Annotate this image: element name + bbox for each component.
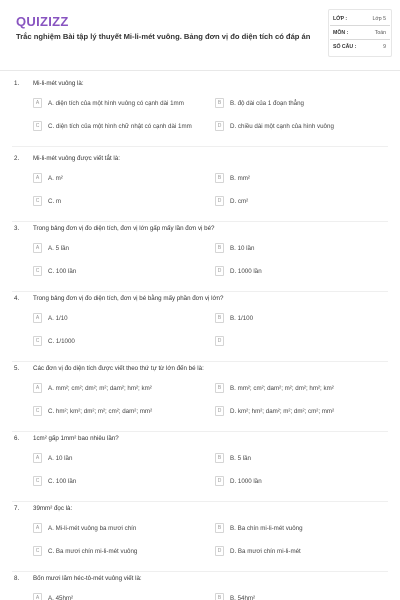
option-letter: A bbox=[33, 98, 42, 108]
option-text: B. 1/100 bbox=[230, 315, 254, 322]
question-4 bbox=[0, 295, 400, 357]
meta-row-subject bbox=[330, 26, 390, 40]
question-text: Bốn mươi lăm héc-tô-mét vuông viết là: bbox=[33, 575, 142, 582]
meta-label: MÔN : bbox=[333, 30, 349, 36]
question-number: 5. bbox=[14, 365, 20, 372]
option-text: C. 100 lần bbox=[48, 268, 77, 275]
option-text: C. 1/1000 bbox=[48, 338, 75, 345]
option-text: B. 54hm² bbox=[230, 595, 256, 600]
option-b[interactable] bbox=[215, 452, 385, 466]
option-text: C. Ba mươi chín mi-li-mét vuông bbox=[48, 548, 138, 555]
option-letter: C bbox=[33, 476, 42, 486]
option-a[interactable] bbox=[33, 312, 203, 326]
option-text: B. 5 lần bbox=[230, 455, 251, 462]
question-5 bbox=[0, 365, 400, 427]
question-7 bbox=[0, 505, 400, 567]
question-text: Trong bảng đơn vị đo diện tích, đơn vị lớn gấp mấy lần đơn vị bé? bbox=[33, 225, 215, 232]
question-text: 39mm² đọc là: bbox=[33, 505, 73, 512]
question-number: 3. bbox=[14, 225, 20, 232]
option-letter: D bbox=[215, 121, 224, 131]
option-letter: A bbox=[33, 453, 42, 463]
question-separator bbox=[12, 431, 388, 432]
question-number: 7. bbox=[14, 505, 20, 512]
option-text: B. mm² bbox=[230, 175, 250, 182]
option-letter: C bbox=[33, 336, 42, 346]
option-text: D. 1000 lần bbox=[230, 268, 262, 275]
option-text: D. 1000 lần bbox=[230, 478, 262, 485]
option-letter: B bbox=[215, 98, 224, 108]
question-number: 2. bbox=[14, 155, 20, 162]
option-letter: A bbox=[33, 313, 42, 323]
question-2 bbox=[0, 155, 400, 217]
option-letter: B bbox=[215, 453, 224, 463]
quizizz-logo: QUIZIZZ bbox=[16, 14, 69, 29]
option-text: A. diện tích của một hình vuông có cạnh dài 1mm bbox=[48, 100, 184, 107]
option-letter: C bbox=[33, 196, 42, 206]
option-letter: A bbox=[33, 383, 42, 393]
option-letter: B bbox=[215, 313, 224, 323]
option-a[interactable] bbox=[33, 522, 203, 536]
option-letter: A bbox=[33, 593, 42, 600]
option-letter: B bbox=[215, 593, 224, 600]
option-letter: C bbox=[33, 121, 42, 131]
meta-info bbox=[330, 12, 390, 54]
option-letter: A bbox=[33, 173, 42, 183]
option-text: C. 100 lần bbox=[48, 478, 77, 485]
question-separator bbox=[12, 501, 388, 502]
option-b[interactable] bbox=[215, 382, 385, 396]
question-text: Mi-li-mét vuông là: bbox=[33, 80, 84, 87]
question-separator bbox=[12, 146, 388, 147]
question-text: Các đơn vị đo diện tích được viết theo thứ tự từ lớn đến bé là: bbox=[33, 365, 204, 372]
option-text: B. mm²; cm²; dam²; m²; dm²; hm²; km² bbox=[230, 385, 334, 392]
option-a[interactable] bbox=[33, 97, 203, 111]
option-letter: D bbox=[215, 336, 224, 346]
option-text: D. chiều dài một cạnh của hình vuông bbox=[230, 123, 334, 130]
option-a[interactable] bbox=[33, 382, 203, 396]
option-text: C. diện tích của một hình chữ nhật có cạnh dài 1mm bbox=[48, 123, 192, 130]
option-c[interactable] bbox=[33, 405, 203, 419]
question-number: 6. bbox=[14, 435, 20, 442]
question-separator bbox=[12, 361, 388, 362]
option-letter: D bbox=[215, 546, 224, 556]
option-text: D. Ba mươi chín mi-li-mét bbox=[230, 548, 301, 555]
option-text: B. 10 lần bbox=[230, 245, 255, 252]
option-text: B. Ba chín mi-li-mét vuông bbox=[230, 525, 303, 532]
meta-label: LỚP : bbox=[333, 16, 348, 22]
option-b[interactable] bbox=[215, 172, 385, 186]
meta-value: Lớp 5 bbox=[372, 16, 386, 22]
option-text: A. mm²; cm²; dm²; m²; dam²; hm²; km² bbox=[48, 385, 152, 392]
option-d[interactable] bbox=[215, 195, 385, 209]
option-letter: C bbox=[33, 546, 42, 556]
meta-row-class bbox=[330, 12, 390, 26]
option-text: A. 1/10 bbox=[48, 315, 68, 322]
option-b[interactable] bbox=[215, 592, 385, 600]
option-text: D. km²; hm²; dam²; m²; dm²; cm²; mm² bbox=[230, 408, 335, 415]
option-text: B. độ dài của 1 đoạn thẳng bbox=[230, 100, 304, 107]
question-text: 1cm² gấp 1mm² bao nhiêu lần? bbox=[33, 435, 119, 442]
option-text: A. m² bbox=[48, 175, 63, 182]
meta-label: SỐ CÂU : bbox=[333, 44, 357, 50]
option-letter: A bbox=[33, 243, 42, 253]
question-number: 4. bbox=[14, 295, 20, 302]
option-text: D. cm² bbox=[230, 198, 249, 205]
option-letter: C bbox=[33, 266, 42, 276]
option-c[interactable] bbox=[33, 265, 203, 279]
option-text: A. 10 lần bbox=[48, 455, 73, 462]
question-separator bbox=[12, 571, 388, 572]
worksheet-title: Trắc nghiệm Bài tập lý thuyết Mi-li-mét vuông. Bảng đơn vị đo diện tích có đáp án bbox=[16, 32, 311, 41]
meta-value: 9 bbox=[383, 44, 386, 50]
question-separator bbox=[12, 291, 388, 292]
option-a[interactable] bbox=[33, 242, 203, 256]
option-a[interactable] bbox=[33, 452, 203, 466]
header-divider bbox=[0, 70, 400, 71]
question-number: 8. bbox=[14, 575, 20, 582]
option-text: A. 5 lần bbox=[48, 245, 69, 252]
option-d[interactable] bbox=[215, 545, 385, 559]
option-text: A. Mi-li-mét vuông ba mươi chín bbox=[48, 525, 137, 532]
option-text: A. 45hm² bbox=[48, 595, 74, 600]
option-letter: D bbox=[215, 406, 224, 416]
option-letter: B bbox=[215, 173, 224, 183]
option-letter: B bbox=[215, 383, 224, 393]
option-text: C. m bbox=[48, 198, 62, 205]
option-b[interactable] bbox=[215, 522, 385, 536]
question-6 bbox=[0, 435, 400, 497]
option-d[interactable] bbox=[215, 265, 385, 279]
meta-value: Toán bbox=[374, 30, 386, 36]
option-c[interactable] bbox=[33, 545, 203, 559]
header bbox=[0, 0, 400, 72]
option-letter: D bbox=[215, 266, 224, 276]
option-b[interactable] bbox=[215, 97, 385, 111]
option-letter: D bbox=[215, 196, 224, 206]
question-number: 1. bbox=[14, 80, 20, 87]
question-separator bbox=[12, 221, 388, 222]
option-b[interactable] bbox=[215, 242, 385, 256]
option-d[interactable] bbox=[215, 475, 385, 489]
option-letter: B bbox=[215, 243, 224, 253]
option-letter: D bbox=[215, 476, 224, 486]
question-3 bbox=[0, 225, 400, 287]
question-8 bbox=[0, 575, 400, 600]
option-c[interactable] bbox=[33, 475, 203, 489]
option-text: C. hm²; km²; dm²; m²; cm²; dam²; mm² bbox=[48, 408, 153, 415]
option-a[interactable] bbox=[33, 592, 203, 600]
question-1 bbox=[0, 80, 400, 142]
option-d[interactable] bbox=[215, 405, 385, 419]
option-letter: B bbox=[215, 523, 224, 533]
question-text: Mi-li-mét vuông được viết tắt là: bbox=[33, 155, 120, 162]
option-a[interactable] bbox=[33, 172, 203, 186]
option-b[interactable] bbox=[215, 312, 385, 326]
meta-row-count bbox=[330, 40, 390, 54]
option-d[interactable] bbox=[215, 335, 385, 349]
option-c[interactable] bbox=[33, 195, 203, 209]
option-c[interactable] bbox=[33, 120, 203, 134]
option-c[interactable] bbox=[33, 335, 203, 349]
option-letter: A bbox=[33, 523, 42, 533]
question-text: Trong bảng đơn vị đo diện tích, đơn vị bé bằng mấy phần đơn vị lớn? bbox=[33, 295, 224, 302]
option-letter: C bbox=[33, 406, 42, 416]
option-d[interactable] bbox=[215, 120, 385, 134]
